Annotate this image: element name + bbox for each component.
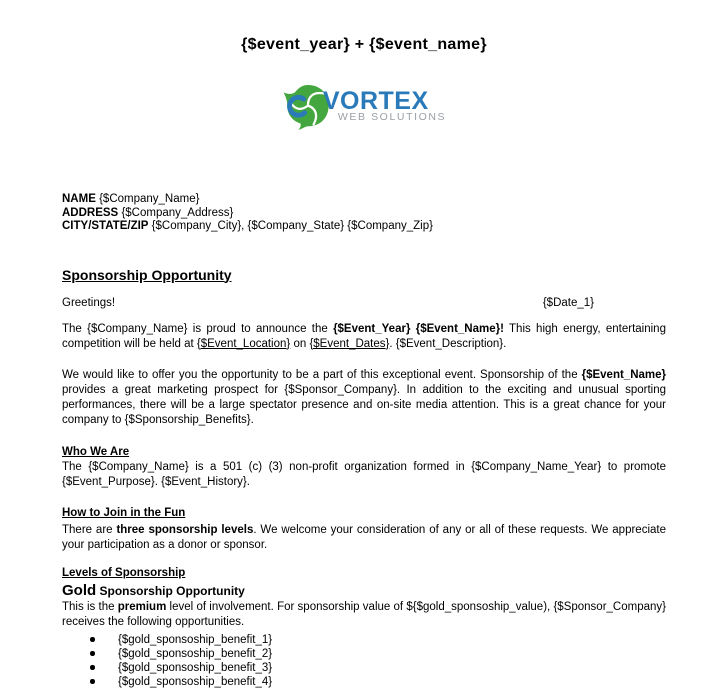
how-seg: There are	[62, 523, 117, 536]
para2-event-bold: {$Event_Name}	[581, 368, 666, 381]
page-title: {$event_year} + {$event_name}	[241, 36, 487, 53]
vortex-logo	[282, 84, 446, 131]
address-label: ADDRESS	[62, 206, 119, 219]
para1-seg: This high energy, entertaining competition will be held at	[62, 322, 666, 350]
bullet-icon	[90, 679, 95, 684]
para1-dates-underline: {$Event_Dates}	[309, 337, 390, 350]
list-item	[62, 675, 666, 689]
offer-paragraph	[62, 368, 666, 428]
how-to-join-heading: How to Join in the Fun	[62, 506, 186, 519]
recipient-name-row	[62, 193, 666, 207]
how-to-join-paragraph	[62, 523, 666, 553]
benefit-text: {$gold_sponsoship_benefit_3}	[118, 661, 273, 674]
list-item	[62, 647, 666, 661]
para1-seg: The {$Company_Name} is proud to announce the	[62, 322, 334, 335]
logo-tagline: WEB SOLUTIONS	[337, 111, 447, 123]
list-item	[62, 661, 666, 675]
bullet-icon	[90, 665, 95, 670]
gold-title: Gold	[62, 581, 97, 599]
levels-of-sponsorship-heading: Levels of Sponsorship	[62, 566, 186, 579]
address-value: {$Company_Address}	[121, 206, 234, 219]
bullet-icon	[90, 637, 95, 642]
logo-brand: VORTEX	[322, 87, 429, 115]
who-we-are-paragraph: The {$Company_Name} is a 501 (c) (3) non-profit organization formed in {$Company_Name_Year} to promote {$Event_Purpose}. {$Event_History}.	[62, 460, 666, 488]
greeting-row	[62, 296, 666, 311]
benefit-text: {$gold_sponsoship_benefit_1}	[118, 633, 273, 646]
who-we-are-heading: Who We Are	[62, 445, 130, 458]
recipient-block	[62, 193, 666, 234]
city-state-zip-label: CITY/STATE/ZIP	[62, 220, 149, 232]
logo	[62, 84, 666, 131]
date-placeholder: {$Date_1}	[542, 296, 594, 309]
gold-subtitle: Sponsorship Opportunity	[96, 583, 245, 598]
para1-seg: on	[290, 337, 310, 350]
how-seg: . We welcome your consideration of any or all of these requests. We appreciate your participation as a donor or sponsor.	[62, 523, 666, 551]
sponsorship-opportunity-heading: Sponsorship Opportunity	[62, 266, 232, 283]
bullet-icon	[90, 651, 95, 656]
gold-seg: level of involvement. For sponsorship value of ${$gold_sponsoship_value), {$Sponsor_Company} receives the following opportunities.	[62, 600, 666, 628]
announcement-paragraph	[62, 322, 666, 352]
recipient-address-row	[62, 207, 666, 221]
three-levels-bold: three sponsorship levels	[116, 523, 254, 536]
gold-benefits-list	[62, 633, 666, 689]
gold-description-paragraph	[62, 600, 666, 630]
benefit-text: {$gold_sponsoship_benefit_2}	[118, 647, 273, 660]
para1-location-underline: {$Event_Location}	[196, 337, 291, 350]
gold-seg: This is the	[62, 600, 118, 613]
para2-seg: We would like to offer you the opportunity to be a part of this exceptional event. Sponsorship of the	[62, 368, 582, 381]
name-label: NAME	[62, 193, 96, 205]
greeting-text: Greetings!	[62, 296, 116, 309]
para2-seg: provides a great marketing prospect for {$Sponsor_Company}. In addition to the exciting and unusual sporting performances, there will be a large spectator presence and on-site media attention. This is a great chance for your company to {$Sponsorship_Benefits}.	[62, 383, 666, 426]
recipient-city-row	[62, 220, 666, 234]
premium-bold: premium	[117, 600, 167, 613]
gold-heading	[62, 582, 666, 600]
para1-event-bold: {$Event_Year} {$Event_Name}!	[333, 322, 504, 335]
benefit-text: {$gold_sponsoship_benefit_4}	[118, 675, 273, 688]
para1-seg: . {$Event_Description}.	[389, 337, 507, 350]
name-value: {$Company_Name}	[99, 193, 200, 205]
logo-text	[323, 89, 446, 123]
city-state-zip-value: {$Company_City}, {$Company_State} {$Company_Zip}	[151, 220, 433, 232]
list-item	[62, 633, 666, 647]
